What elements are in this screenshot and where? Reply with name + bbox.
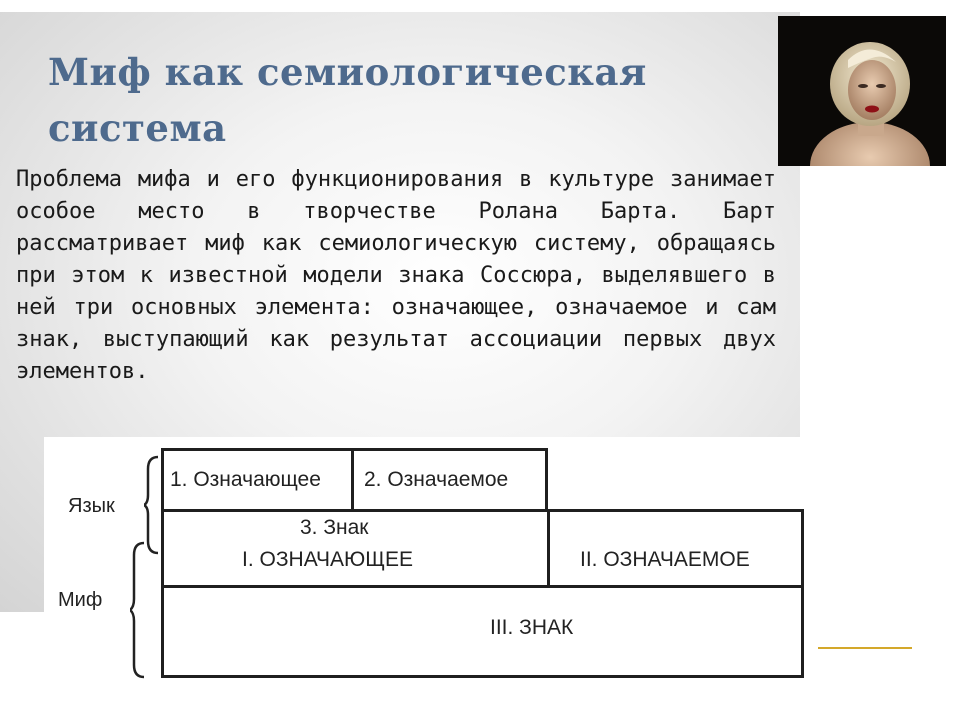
sign-3-label: 3. Знак	[300, 516, 369, 539]
slide-title: Миф как семиологическая система	[48, 50, 647, 150]
language-brace	[144, 455, 160, 555]
signifier-I-label: I. ОЗНАЧАЮЩЕЕ	[242, 548, 413, 571]
portrait-icon	[778, 16, 946, 166]
accent-line	[818, 647, 912, 649]
cell-signified-II: II. ОЗНАЧАЕМОЕ	[547, 509, 804, 588]
portrait-photo	[778, 16, 946, 166]
cell-signified-2: 2. Означаемое	[351, 448, 548, 512]
language-label: Язык	[68, 495, 115, 517]
cell-sign-III: III. ЗНАК	[161, 585, 804, 678]
myth-brace	[130, 541, 146, 679]
myth-structure-diagram	[44, 437, 814, 720]
body-paragraph: Проблема мифа и его функционирования в культуре занимает особое место в творчестве Ролана Барта. Барт рассматривает миф как семиологическую систему, обращаясь при этом к известной модели знака Соссюра, выделявшего в ней три основных элемента: означающее, означаемое и сам знак, выступающий как результат ассоциации первых двух элементов.	[16, 167, 776, 384]
myth-label: Миф	[58, 589, 103, 611]
cell-sign-3-signifier	[161, 509, 550, 588]
cell-signifier-1: 1. Означающее	[161, 448, 354, 512]
